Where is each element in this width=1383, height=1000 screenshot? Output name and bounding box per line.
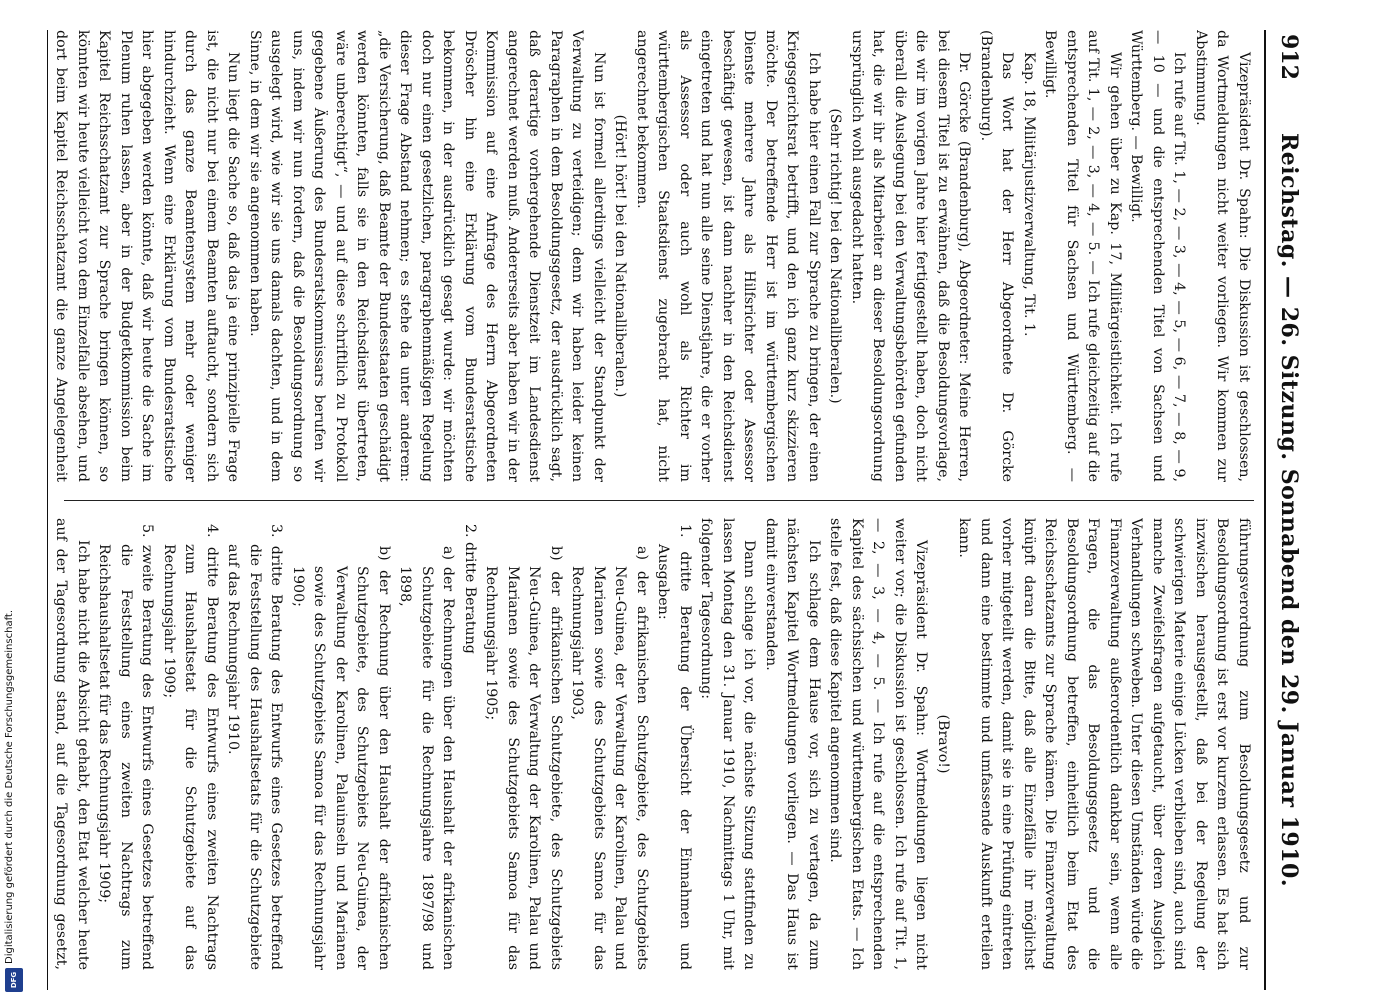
paragraph: Das Wort hat der Herr Abgeordnete Dr. Görcke (Brandenburg). xyxy=(978,30,1016,482)
interjection: (Bravo!) xyxy=(935,714,951,774)
agenda-item: 1. dritte Beratung der Übersicht der Einnahmen und Ausgaben: xyxy=(655,524,693,970)
paragraph: Dann schlage ich vor, die nächste Sitzung stattfinden zu lassen Montag den 31. Januar 1910, Nachmittags 1 Uhr, mit folgender Tagesordnung: xyxy=(698,518,758,970)
paragraph: Nun liegt die Sache so, daß das ja eine prinzipielle Frage ist, die nicht nur bei einem Beamten auftaucht, sondern sich durch das ganze Beamtensystem mehr oder weniger hindurchzieht. Wenn eine Erklärung vom Bundesratstische hier abgegeben werden könnte, daß wir heute die Sache im Plenum ruhen lassen, aber in der Budgetkommission beim Kapitel Reichsschatzamt zur Sprache bringen können, so könnten wir heute vielleicht von dem Einzelfalle absehen, und dort beim Kapitel Reichsschatzamt die ganze Angelegenheit xyxy=(54,30,242,482)
running-head xyxy=(1262,30,1302,990)
bottom-rule xyxy=(47,30,48,990)
page-title: Reichstag. — 26. Sitzung. Sonnabend den 29. Januar 1910. xyxy=(1276,133,1302,887)
dfg-logo-text: DFG xyxy=(10,971,18,989)
agenda-subitem: a) der Rechnungen über den Haushalt der afrikanischen Schutzgebiete für die Rechnungsjahre 1897/98 und 1898, xyxy=(397,546,457,970)
paragraph: führungsverordnung zum Besoldungsgesetz und zur Besoldungsordnung ist erst vor kurzem erlassen. Es hat sich inzwischen herausgestellt, daß bei der Regelung der schwierigen Materie einige Lücken verblieben sind, auch sind manche Zweifelsfragen aufgetaucht, über deren Ausgleich Verhandlungen schweben. Unter diesen Umständen würde die Finanzverwaltung außerordentlich dankbar sein, wenn alle Fragen, die das Besoldungsgesetz und die Besoldungsordnung betreffen, einheitlich beim Etat des Reichsschatzamts zur Sprache kämen. Die Finanzverwaltung knüpft daran die Bitte, daß alle Einzelfälle ihr möglichst vorher mitgeteilt werden, damit sie in eine Prüfung eintreten und dann eine bestimmte und umfassende Auskunft erteilen kann. xyxy=(956,518,1252,970)
digitization-footer xyxy=(0,0,30,1000)
left-column xyxy=(54,30,1254,482)
paragraph: Ich habe hier einen Fall zur Sprache zu bringen, der einen Kriegsgerichtsrat betrifft, und den ich ganz kurz skizzieren möchte. Der betreffende Herr ist im württembergischen Dienste mehrere Jahre als Hilfsrichter oder Assessor beschäftigt gewesen, ist dann nachher in den Reichsdienst eingetreten und hat nun alle seine Dienstjahre, die er vorher als Assessor oder auch wohl als Richter im württembergischen Staatsdienst zugebracht hat, nicht angerechnet bekommen. xyxy=(634,30,822,482)
paragraph: Vizepräsident Dr. Spahn: Die Diskussion ist geschlossen, da Wortmeldungen nicht weiter vorliegen. Wir kommen zur Abstimmung. xyxy=(1193,30,1252,482)
paragraph: Ich schlage dem Hause vor, sich zu vertagen, da zum nächsten Kapitel Wortmeldungen vorliegen. — Das Haus ist damit einverstanden. xyxy=(763,518,822,970)
paragraph: Wir gehen über zu Kap. 17, Militärgeistlichkeit. Ich rufe auf Tit. 1, — 2, — 3, — 4, — 5. — Ich rufe gleichzeitig auf die entsprechenden Titel für Sachsen und Württemberg. — Bewilligt. xyxy=(1042,30,1123,482)
dfg-logo-icon xyxy=(5,968,23,992)
agenda-item: 3. dritte Beratung des Entwurfs eines Gesetzes betreffend die Feststellung des Haushaltsetats für die Schutzgebiete auf das Rechnungsjahr 1910. xyxy=(225,524,285,970)
paragraph: Ich rufe auf Tit. 1, — 2, — 3, — 4, — 5, — 6, — 7, — 8, — 9, — 10 — und die entsprechenden Titel von Sachsen und Württemberg. — Bewilligt. xyxy=(1128,30,1188,482)
interjection: (Hört! hört! bei den Nationalliberalen.) xyxy=(612,114,629,398)
scanned-page xyxy=(10,30,1310,990)
paragraph: Vizepräsident Dr. Spahn: Wortmeldungen liegen nicht weiter vor; die Diskussion ist geschlossen. Ich rufe auf Tit. 1, — 2, — 3, — 4, — 5. — Ich rufe auf die entsprechenden Kapitel des sächsischen und württembergischen Etats. — Ich stelle fest, daß diese Kapitel angenommen sind. xyxy=(827,518,930,970)
agenda-subitem: b) der Rechnung über den Haushalt der afrikanischen Schutzgebiete, des Schutzgebiets Neu-Guinea, der Verwaltung der Karolinen, Palauinseln und Marianen sowie des Schutzgebiets Samoa für das Rechnungsjahr 1900; xyxy=(290,546,392,970)
interjection: (Sehr richtig! bei den Nationalliberalen.) xyxy=(827,108,844,404)
paragraph: Kap. 18, Militärjustizverwaltung, Tit. 1. xyxy=(1021,52,1037,337)
paragraph: Nun ist formell allerdings vielleicht der Standpunkt der Verwaltung zu verteidigen; denn wir haben leider keinen Paragraphen in dem Besoldungsgesetz, der ausdrücklich sagt, daß derartige vorhergehende Dienstzeit im Landesdienst angerechnet werden muß. Andererseits aber haben wir in der Kommission auf eine Anfrage des Herrn Abgeordneten Dröscher hin eine Erklärung vom Bundesratstische bekommen, in der ausdrücklich gesagt wurde: wir möchten doch nur einen gesetzlichen, paragraphenmäßigen Regelung dieser Frage Abstand nehmen; es stehe da unter anderem: „die Versicherung, daß Beamte der Bundesstaaten geschädigt werden könnten, falls sie in den Reichsdienst übertreten, wäre unberechtigt“, — und auf diese schriftlich zu Protokoll gegebene Äußerung des Bundesratskommissars berufen wir uns, indem wir nun fordern, daß die Besoldungsordnung so ausgelegt wird, wie wir sie uns damals dachten, und in dem Sinne, in dem wir sie angenommen haben. xyxy=(247,30,607,482)
page-number: 912 xyxy=(1276,34,1302,80)
header-rule xyxy=(1264,30,1266,990)
agenda-item: 5. zweite Beratung des Entwurfs eines Gesetzes betreffend die Feststellung eines zweiten Nachtrags zum Reichshaushaltsetat für das Rechnungsjahr 1909; xyxy=(96,524,156,970)
digitization-note: Digitalisierung gefördert durch die Deutsche Forschungsgemeinschaft. xyxy=(4,609,15,964)
agenda-item: 4. dritte Beratung des Entwurfs eines zweiten Nachtrags zum Haushaltsetat für die Schutzgebiete auf das Rechnungsjahr 1909; xyxy=(161,524,220,970)
right-column xyxy=(54,518,1254,970)
paragraph: Ich habe nicht die Absicht gehabt, den Etat welcher heute auf der Tagesordnung stand, auf die Tagesordnung gesetzt, xyxy=(54,518,91,970)
paragraph: Dr. Görcke (Brandenburg), Abgeordneter: Meine Herren, bei diesem Titel ist zu erwähnen, daß die Besoldungsvorlage, die wir im vorigen Jahre hier fertiggestellt haben, doch nicht überall die Auslegung bei den Verwaltungsbehörden gefunden hat, die wir ihr als Mitarbeiter an dieser Besoldungsordnung ursprünglich wohl ausgedacht hatten. xyxy=(849,30,973,482)
column-rule xyxy=(64,500,1254,501)
agenda-subitem: a) der afrikanischen Schutzgebiete, des Schutzgebiets Neu-Guinea, der Verwaltung der Karolinen, Palau und Marianen sowie des Schutzgebiets Samoa für das Rechnungsjahr 1903, xyxy=(569,546,650,970)
agenda-subitem: b) der afrikanischen Schutzgebiete, des Schutzgebiets Neu-Guinea, der Verwaltung der Karolinen, Palau und Marianen sowie des Schutzgebiets Samoa für das Rechnungsjahr 1905; xyxy=(483,546,564,970)
agenda-item: 2. dritte Beratung xyxy=(462,524,478,654)
